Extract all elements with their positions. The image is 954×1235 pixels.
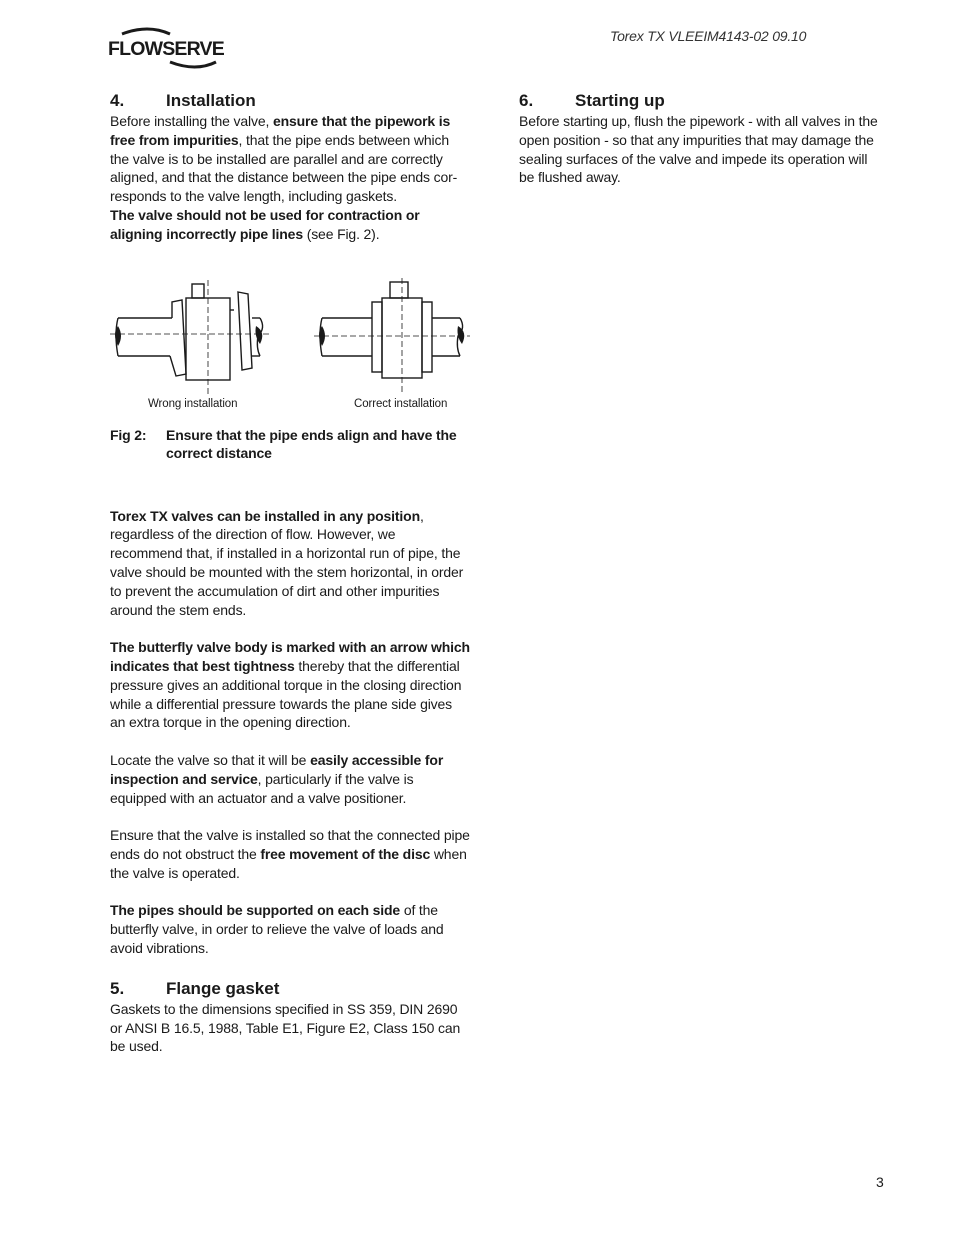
- installation-paragraph-5: [110, 751, 470, 807]
- emphasized-text: The valve should not be used for contraction or aligning incorrectly pipe lines: [110, 206, 420, 242]
- right-column: [519, 90, 879, 187]
- installation-paragraph-3: [110, 507, 470, 620]
- section-4-heading: 4. Installation: [110, 91, 256, 110]
- document-reference: Torex TX VLEEIM4143-02 09.10: [610, 28, 807, 44]
- text-run: Ensure that the valve is installed so that the connected pipe ends do not obstruct the: [110, 827, 470, 862]
- text-run: (see Fig. 2).: [302, 225, 380, 242]
- text-run: of the butterfly valve, in order to relieve the valve of loads and avoid vibrations.: [110, 902, 444, 956]
- text-run: , that the pipe ends between which the valve is to be installed are parallel and are correctly aligned, and that the distance between the pipe ends cor-responds to the valve length, including gaskets.: [110, 131, 458, 205]
- installation-paragraph-7: [110, 901, 470, 957]
- left-column: [110, 90, 470, 1056]
- valve-installation-diagram: [110, 276, 470, 396]
- figure-label: Fig 2:: [110, 426, 147, 443]
- emphasized-text: free movement of the disc: [260, 845, 431, 862]
- installation-paragraph-1: [110, 112, 470, 206]
- correct-installation-caption: Correct installation: [354, 397, 448, 410]
- emphasized-text: ensure that the pipework is free from impurities: [110, 113, 451, 148]
- emphasized-text: The butterfly valve body is marked with an arrow which indicates that best tightness: [110, 639, 470, 674]
- section-5-heading: 5. Flange gasket: [110, 978, 280, 998]
- emphasized-text: Torex TX valves can be installed in any position: [110, 507, 420, 524]
- installation-paragraph-2: [110, 206, 470, 244]
- flange-gasket-paragraph: Gaskets to the dimensions specified in SS 359, DIN 2690 or ANSI B 16.5, 1988, Table E1, Figure E2, Class 150 can be used.: [110, 1000, 461, 1055]
- text-run: thereby that the differential pressure gives an additional torque in the closing direction while a differential pressure towards the plane side gives an extra torque in the opening direction.: [110, 657, 462, 731]
- text-run: Locate the valve so that it will be: [110, 751, 311, 768]
- figure-caption: [110, 426, 470, 463]
- installation-paragraph-6: [110, 826, 470, 882]
- wrong-installation-caption: Wrong installation: [148, 397, 238, 410]
- emphasized-text: The pipes should be supported on each side: [110, 902, 401, 919]
- text-run: , regardless of the direction of flow. However, we recommend that, if installed in a horizontal run of pipe, the valve should be mounted with the stem horizontal, in order to prevent the accumulation of dirt and other impurities around the stem ends.: [110, 507, 464, 618]
- section-6-heading: 6. Starting up: [519, 91, 665, 110]
- svg-text:FLOWSERVE: FLOWSERVE: [108, 38, 224, 60]
- starting-up-paragraph: Before starting up, flush the pipework - with all valves in the open position - so that any impurities that may damage the sealing surfaces of the valve and impede its operation will be flushed away.: [519, 113, 878, 186]
- figure-caption-text: Ensure that the pipe ends align and have the correct distance: [166, 426, 457, 462]
- installation-paragraph-4: [110, 638, 470, 732]
- emphasized-text: easily accessible for inspection and service: [110, 751, 444, 787]
- figure-2: [110, 276, 470, 416]
- wrong-installation-diagram: [110, 280, 270, 394]
- text-run: Before installing the valve,: [110, 113, 273, 129]
- text-run: when the valve is operated.: [110, 845, 467, 881]
- flowserve-logo: [108, 26, 228, 72]
- page-number: 3: [876, 1174, 884, 1190]
- correct-installation-diagram: [314, 278, 470, 394]
- text-run: , particularly if the valve is equipped with an actuator and a valve positioner.: [110, 770, 414, 806]
